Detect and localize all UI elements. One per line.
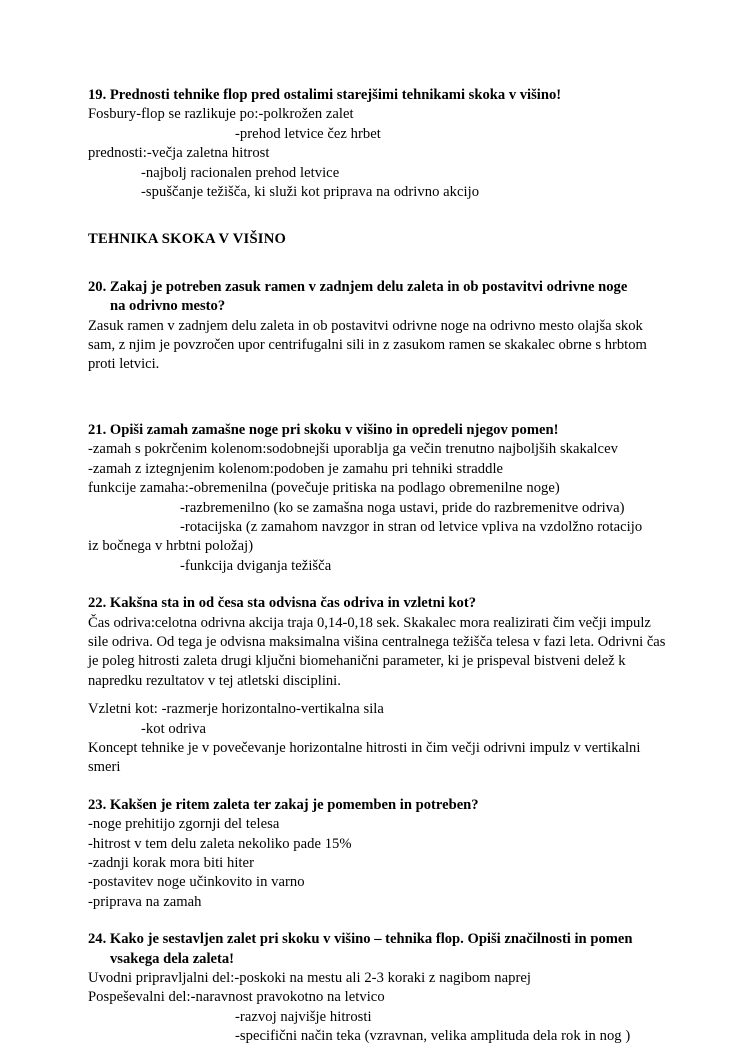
spacer (88, 912, 670, 930)
question-heading-continuation: na odrivno mesto? (110, 298, 226, 315)
answer-line: -specifični način teka (vzravnan, velika amplituda dela rok in nog ) (235, 1028, 631, 1045)
answer-paragraph: Čas odriva:celotna odrivna akcija traja 0,14-0,18 sek. Skakalec mora realizirati čim večji impulz sile odriva. Od tega je odvisna maksimalna višina centralnega težišča telesa v fazi leta. Odrivni čas je poleg hitrosti zaleta drugi ključni biomehanični parameter, ki je prispeval bistveni delež k napredku rezultatov v tej atletski disciplini. (88, 614, 666, 689)
answer-line: -noge prehitijo zgornji del telesa (88, 816, 280, 833)
answer-line: -priprava na zamah (88, 893, 202, 910)
question-heading-continuation: vsakega dela zaleta! (110, 950, 235, 967)
answer-line: Vzletni kot: -razmerje horizontalno-vertikalna sila (88, 701, 384, 718)
question-heading-text: 20. Zakaj je potreben zasuk ramen v zadnjem delu zaleta in ob postavitvi odrivne noge (88, 278, 628, 295)
spacer (88, 576, 670, 594)
question-heading-19: 19. Prednosti tehnike flop pred ostalimi starejšimi tehnikami skoka v višino! (88, 87, 562, 103)
question-heading-22: 22. Kakšna sta in od česa sta odvisna čas odriva in vzletni kot? (88, 595, 476, 612)
question-block-20 (88, 278, 670, 375)
answer-line: -zamah s pokrčenim kolenom:sodobnejši uporablja ga večin trenutno najboljših skakalcev (88, 441, 618, 458)
spacer (88, 375, 670, 421)
spacer (88, 250, 670, 278)
question-block-24 (88, 930, 670, 1046)
answer-line: -hitrost v tem delu zaleta nekoliko pade 15% (88, 835, 352, 852)
spacer (88, 202, 670, 230)
answer-line: -postavitev noge učinkovito in varno (88, 874, 305, 891)
answer-paragraph: Zasuk ramen v zadnjem delu zaleta in ob postavitvi odrivne noge na odrivno mesto olajša skok sam, z njim je povzročen upor centrifugalni sili in z zasukom ramen se skakalec obrne s hrbtom proti letvici. (88, 317, 647, 373)
question-heading-24 (88, 930, 670, 969)
document-body (88, 86, 670, 1047)
answer-line: Uvodni pripravljalni del:-poskoki na mestu ali 2-3 koraki z nagibom naprej (88, 970, 532, 987)
answer-line: -zamah z iztegnjenim kolenom:podoben je zamahu pri tehniki straddle (88, 460, 504, 477)
question-block-21 (88, 421, 670, 576)
answer-line: prednosti:-večja zaletna hitrost (88, 145, 270, 162)
answer-line: -funkcija dviganja težišča (180, 557, 332, 574)
answer-line: -razvoj najvišje hitrosti (235, 1008, 372, 1025)
question-block-22 (88, 594, 670, 778)
question-block-19 (88, 86, 670, 202)
question-heading-21: 21. Opiši zamah zamašne noge pri skoku v višino in opredeli njegov pomen! (88, 421, 559, 438)
question-block-23 (88, 796, 670, 912)
answer-line: -spuščanje težišča, ki služi kot priprava na odrivno akcijo (141, 184, 480, 201)
answer-line: -najbolj racionalen prehod letvice (141, 164, 340, 181)
answer-line: Pospeševalni del:-naravnost pravokotno na letvico (88, 989, 385, 1006)
answer-line: -zadnji korak mora biti hiter (88, 855, 254, 871)
answer-paragraph: Koncept tehnike je v povečevanje horizontalne hitrosti in čim večji odrivni impulz v vertikalni smeri (88, 739, 641, 776)
section-heading-tehnika-skoka-v-visino: TEHNIKA SKOKA V VIŠINO (88, 231, 287, 248)
question-heading-text: 24. Kako je sestavljen zalet pri skoku v višino – tehnika flop. Opiši značilnosti in pomen (88, 931, 633, 948)
question-heading-20 (88, 278, 670, 317)
question-heading-23: 23. Kakšen je ritem zaleta ter zakaj je pomemben in potreben? (88, 796, 479, 813)
answer-line: -kot odriva (141, 720, 206, 737)
spacer (88, 778, 670, 796)
answer-line: funkcije zamaha:-obremenilna (povečuje pritiska na podlago obremenilne noge) (88, 480, 560, 497)
spacer (88, 691, 670, 700)
answer-line: Fosbury-flop se razlikuje po:-polkrožen zalet (88, 106, 354, 123)
answer-line: -rotacijska (z zamahom navzgor in stran od letvice vpliva na vzdolžno rotacijo (180, 518, 643, 535)
answer-line: iz bočnega v hrbtni položaj) (88, 538, 254, 555)
answer-line: -prehod letvice čez hrbet (235, 125, 381, 142)
answer-line: -razbremenilno (ko se zamašna noga ustavi, pride do razbremenitve odriva) (180, 499, 625, 516)
